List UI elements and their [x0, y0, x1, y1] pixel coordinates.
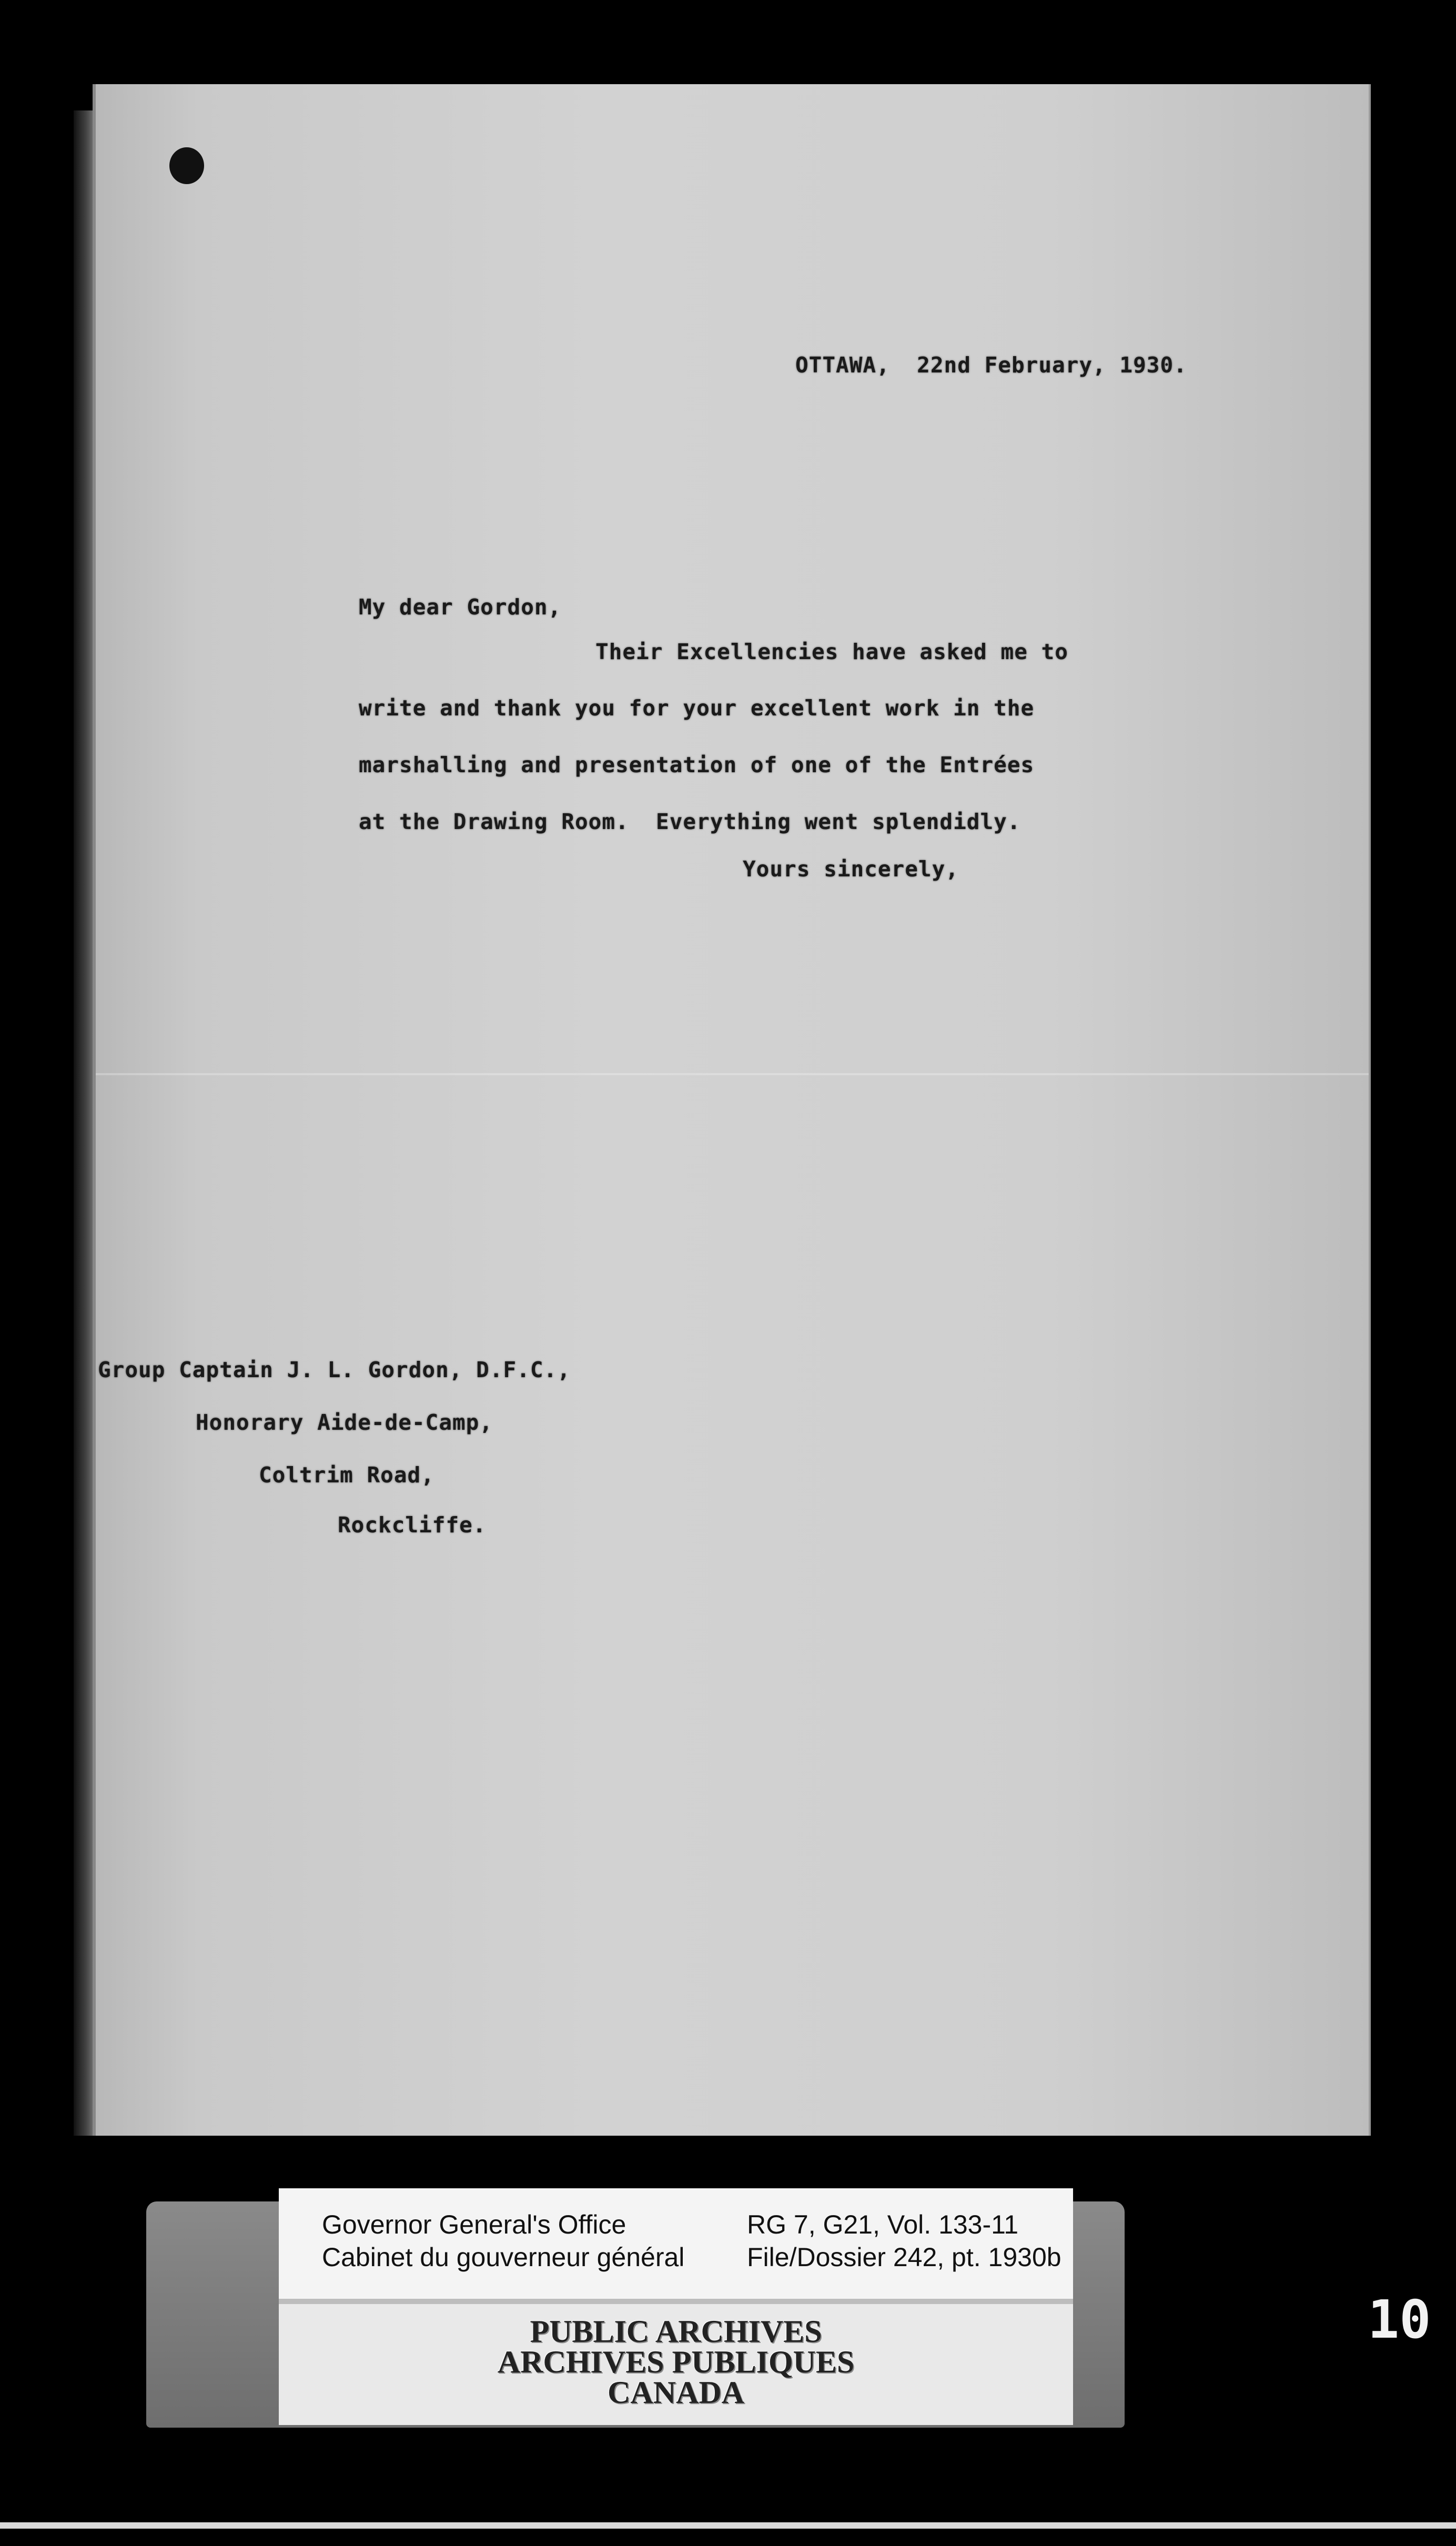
film-edge — [0, 2522, 1456, 2529]
frame-number: 10 — [1368, 2291, 1431, 2349]
closing: Yours sincerely, — [743, 856, 959, 882]
stamp-line: CANADA — [608, 2375, 744, 2410]
body-line: write and thank you for your excellent work in the — [359, 695, 1035, 721]
body-line: at the Drawing Room. Everything went splendidly. — [359, 809, 1021, 834]
address-line: Coltrim Road, — [259, 1462, 434, 1488]
office-english: Governor General's Office — [322, 2210, 626, 2239]
record-group-reference: RG 7, G21, Vol. 133-11 — [747, 2210, 1019, 2239]
address-line: Group Captain J. L. Gordon, D.F.C., — [98, 1357, 571, 1382]
body-line: Their Excellencies have asked me to — [595, 639, 1068, 664]
body-line: marshalling and presentation of one of the Entrées — [359, 752, 1035, 777]
address-line: Rockcliffe. — [338, 1512, 487, 1538]
paper-edge-shadow — [74, 110, 95, 2136]
punch-hole — [169, 147, 204, 184]
archives-stamp — [279, 2299, 1073, 2425]
address-line: Honorary Aide-de-Camp, — [196, 1410, 493, 1435]
stamp-line: ARCHIVES PUBLIQUES — [497, 2345, 855, 2379]
date-line: OTTAWA, 22nd February, 1930. — [795, 352, 1187, 378]
file-reference: File/Dossier 242, pt. 1930b — [747, 2242, 1061, 2272]
office-french: Cabinet du gouverneur général — [322, 2242, 685, 2272]
archive-label — [279, 2188, 1073, 2299]
fold-line — [96, 1073, 1369, 1075]
stamp-line: PUBLIC ARCHIVES — [530, 2314, 822, 2349]
salutation: My dear Gordon, — [359, 594, 562, 620]
letter-page — [93, 84, 1371, 2136]
